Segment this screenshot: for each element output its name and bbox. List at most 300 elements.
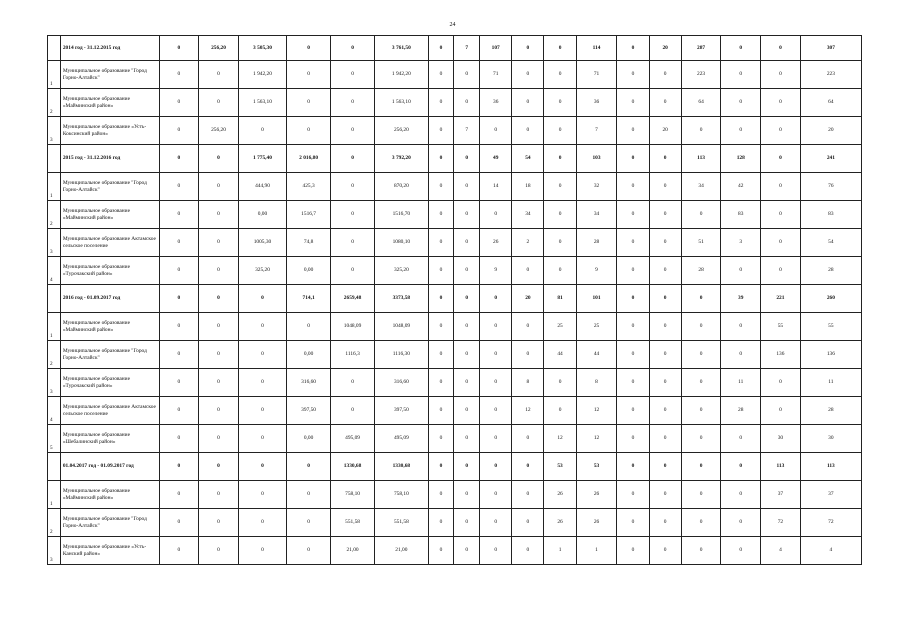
table-cell: 0 xyxy=(480,313,512,341)
row-number: 3 xyxy=(48,537,61,565)
table-cell: 0 xyxy=(480,369,512,397)
table-cell: 0 xyxy=(544,397,576,425)
table-cell: 64 xyxy=(681,89,721,117)
table-cell: 1330,68 xyxy=(331,453,375,481)
table-cell: 44 xyxy=(576,341,617,369)
table-cell: 0 xyxy=(617,257,649,285)
table-cell: 0 xyxy=(512,453,544,481)
table-cell: 0 xyxy=(287,61,331,89)
table-row xyxy=(48,537,862,565)
table-cell: 0 xyxy=(617,117,649,145)
table-cell: 0 xyxy=(428,117,454,145)
table-cell: 32 xyxy=(576,173,617,201)
table-cell: 7 xyxy=(576,117,617,145)
table-cell: 0 xyxy=(649,285,681,313)
table-cell: 0 xyxy=(454,397,480,425)
table-cell: 28 xyxy=(800,257,861,285)
table-cell: 0 xyxy=(199,229,239,257)
table-cell: 0 xyxy=(331,229,375,257)
table-cell: 0 xyxy=(159,61,199,89)
municipality-name: Муниципальное образование "Город Горно-Алтайск" xyxy=(60,341,159,369)
table-cell: 55 xyxy=(761,313,801,341)
table-cell: 0 xyxy=(681,369,721,397)
table-cell: 0 xyxy=(721,341,761,369)
table-cell: 36 xyxy=(576,89,617,117)
table-cell: 0 xyxy=(480,481,512,509)
table-cell: 0 xyxy=(617,229,649,257)
table-cell: 20 xyxy=(649,36,681,61)
table-cell: 0 xyxy=(649,89,681,117)
table-cell: 0 xyxy=(617,509,649,537)
table-cell: 0 xyxy=(199,61,239,89)
period-label: 2015 год - 31.12.2016 год xyxy=(60,145,159,173)
row-number: 1 xyxy=(48,61,61,89)
row-number: 3 xyxy=(48,117,61,145)
table-cell: 0 xyxy=(544,89,576,117)
table-cell: 0 xyxy=(238,117,286,145)
table-row xyxy=(48,341,862,369)
table-cell: 0 xyxy=(331,89,375,117)
table-cell: 0 xyxy=(649,173,681,201)
table-cell: 0,00 xyxy=(238,201,286,229)
table-cell: 0 xyxy=(480,201,512,229)
row-number: 1 xyxy=(48,313,61,341)
table-cell: 1 775,40 xyxy=(238,145,286,173)
table-cell: 0 xyxy=(617,425,649,453)
municipality-name: Муниципальное образование «Усть-Канский район» xyxy=(60,537,159,565)
table-cell: 0 xyxy=(287,89,331,117)
table-cell: 0 xyxy=(761,397,801,425)
table-cell: 8 xyxy=(576,369,617,397)
table-cell: 2 016,80 xyxy=(287,145,331,173)
municipality-name: Муниципальное образование "Город Горно-Алтайск" xyxy=(60,173,159,201)
table-cell: 0 xyxy=(649,397,681,425)
table-cell: 0 xyxy=(454,201,480,229)
table-cell: 0 xyxy=(649,313,681,341)
period-label: 2014 год - 31.12.2015 год xyxy=(60,36,159,61)
table-cell: 0 xyxy=(512,117,544,145)
table-row xyxy=(48,257,862,285)
table-cell: 714,1 xyxy=(287,285,331,313)
table-cell: 287 xyxy=(681,36,721,61)
table-cell: 0 xyxy=(287,481,331,509)
table-cell: 260 xyxy=(800,285,861,313)
table-cell: 11 xyxy=(721,369,761,397)
table-cell: 0,00 xyxy=(287,341,331,369)
table-cell: 21,00 xyxy=(375,537,429,565)
period-label: 2016 год - 01.09.2017 год xyxy=(60,285,159,313)
row-number: 3 xyxy=(48,229,61,257)
table-cell: 0 xyxy=(331,36,375,61)
table-cell: 0 xyxy=(238,509,286,537)
table-cell: 64 xyxy=(800,89,861,117)
table-cell: 128 xyxy=(721,145,761,173)
table-cell: 0 xyxy=(681,117,721,145)
row-number: 2 xyxy=(48,509,61,537)
table-cell: 325,20 xyxy=(238,257,286,285)
table-cell: 0 xyxy=(721,425,761,453)
table-row xyxy=(48,369,862,397)
table-cell: 1 942,20 xyxy=(238,61,286,89)
row-number: 2 xyxy=(48,341,61,369)
table-cell: 0 xyxy=(159,341,199,369)
table-cell: 0 xyxy=(454,229,480,257)
table-cell: 0 xyxy=(761,36,801,61)
table-cell: 0 xyxy=(159,537,199,565)
table-cell: 0 xyxy=(238,425,286,453)
table-cell: 113 xyxy=(800,453,861,481)
table-cell: 3373,58 xyxy=(375,285,429,313)
table-cell: 0 xyxy=(761,369,801,397)
municipality-name: Муниципальное образование "Город Горно-Алтайск" xyxy=(60,61,159,89)
table-cell: 0 xyxy=(428,145,454,173)
table-cell: 0 xyxy=(649,369,681,397)
table-cell: 30 xyxy=(761,425,801,453)
table-cell: 28 xyxy=(681,257,721,285)
table-cell: 37 xyxy=(761,481,801,509)
table-cell: 0 xyxy=(544,173,576,201)
table-cell: 0 xyxy=(721,537,761,565)
table-cell: 0 xyxy=(428,453,454,481)
municipality-name: Муниципальное образование «Майминский район» xyxy=(60,201,159,229)
table-cell: 54 xyxy=(512,145,544,173)
table-cell: 0 xyxy=(512,425,544,453)
table-cell: 0 xyxy=(159,397,199,425)
table-cell: 26 xyxy=(576,481,617,509)
row-number: 1 xyxy=(48,481,61,509)
table-cell: 28 xyxy=(576,229,617,257)
table-cell: 2 xyxy=(512,229,544,257)
page-number: 24 xyxy=(449,22,456,28)
table-cell: 0 xyxy=(454,61,480,89)
table-row xyxy=(48,173,862,201)
table-cell: 0 xyxy=(454,313,480,341)
table-cell: 0 xyxy=(159,481,199,509)
table-cell: 8 xyxy=(512,369,544,397)
table-cell: 0 xyxy=(617,61,649,89)
table-cell: 0 xyxy=(681,537,721,565)
table-cell: 0 xyxy=(617,201,649,229)
table-cell: 0 xyxy=(761,145,801,173)
table-cell: 114 xyxy=(576,36,617,61)
table-cell: 44 xyxy=(544,341,576,369)
table-cell: 325,20 xyxy=(375,257,429,285)
table-cell: 0 xyxy=(454,425,480,453)
table-cell: 0 xyxy=(199,173,239,201)
table-cell: 34 xyxy=(512,201,544,229)
table-cell: 0 xyxy=(681,201,721,229)
table-cell: 0 xyxy=(428,36,454,61)
table-cell: 0 xyxy=(159,369,199,397)
period-total-row xyxy=(48,145,862,173)
table-cell: 0 xyxy=(287,509,331,537)
table-cell: 34 xyxy=(681,173,721,201)
table-cell: 113 xyxy=(681,145,721,173)
table-cell: 0 xyxy=(761,117,801,145)
table-cell: 107 xyxy=(480,36,512,61)
table-cell: 12 xyxy=(544,425,576,453)
table-cell: 0 xyxy=(199,145,239,173)
table-cell: 1 563,10 xyxy=(375,89,429,117)
table-cell: 1080,10 xyxy=(375,229,429,257)
table-cell: 0 xyxy=(331,117,375,145)
table-cell: 0 xyxy=(159,453,199,481)
table-cell: 0 xyxy=(199,89,239,117)
row-number: 2 xyxy=(48,201,61,229)
table-cell: 26 xyxy=(544,481,576,509)
table-cell: 0 xyxy=(544,61,576,89)
table-cell: 0 xyxy=(617,397,649,425)
table-cell: 34 xyxy=(576,201,617,229)
table-cell: 0 xyxy=(617,89,649,117)
table-cell: 0 xyxy=(199,453,239,481)
table-cell: 0 xyxy=(454,341,480,369)
table-cell: 0 xyxy=(287,36,331,61)
table-cell: 1 xyxy=(576,537,617,565)
table-cell: 0 xyxy=(617,313,649,341)
table-cell: 71 xyxy=(480,61,512,89)
table-cell: 0 xyxy=(512,509,544,537)
table-cell: 0 xyxy=(721,481,761,509)
table-cell: 0 xyxy=(238,341,286,369)
row-number: 5 xyxy=(48,425,61,453)
table-cell: 0 xyxy=(761,201,801,229)
table-cell: 0 xyxy=(454,481,480,509)
table-cell: 0 xyxy=(331,369,375,397)
table-cell: 0 xyxy=(480,453,512,481)
row-number xyxy=(48,453,61,481)
table-cell: 223 xyxy=(800,61,861,89)
table-cell: 14 xyxy=(480,173,512,201)
table-cell: 3 761,50 xyxy=(375,36,429,61)
table-cell: 1005,30 xyxy=(238,229,286,257)
table-cell: 20 xyxy=(800,117,861,145)
table-cell: 307 xyxy=(800,36,861,61)
table-cell: 0 xyxy=(512,341,544,369)
table-cell: 1 942,20 xyxy=(375,61,429,89)
table-cell: 0 xyxy=(721,61,761,89)
table-cell: 0 xyxy=(199,285,239,313)
table-cell: 0 xyxy=(238,313,286,341)
table-cell: 0 xyxy=(454,453,480,481)
table-cell: 0,00 xyxy=(287,425,331,453)
table-cell: 9 xyxy=(480,257,512,285)
table-cell: 0 xyxy=(512,257,544,285)
table-cell: 3 792,20 xyxy=(375,145,429,173)
table-cell: 9 xyxy=(576,257,617,285)
table-cell: 25 xyxy=(576,313,617,341)
table-cell: 0 xyxy=(238,397,286,425)
table-cell: 0 xyxy=(199,425,239,453)
table-cell: 0 xyxy=(617,481,649,509)
municipality-name: Муниципальное образование «Шебалинский район» xyxy=(60,425,159,453)
table-cell: 0 xyxy=(544,201,576,229)
table-cell: 0 xyxy=(454,257,480,285)
municipality-name: Муниципальное образование «Майминский район» xyxy=(60,89,159,117)
table-cell: 0 xyxy=(480,285,512,313)
table-cell: 0 xyxy=(617,145,649,173)
table-cell: 0 xyxy=(617,453,649,481)
table-cell: 0 xyxy=(199,341,239,369)
table-cell: 0 xyxy=(721,257,761,285)
table-cell: 81 xyxy=(544,285,576,313)
table-cell: 0 xyxy=(159,313,199,341)
table-cell: 1516,7 xyxy=(287,201,331,229)
table-cell: 21,00 xyxy=(331,537,375,565)
table-cell: 3 xyxy=(721,229,761,257)
table-cell: 0 xyxy=(159,229,199,257)
table-cell: 12 xyxy=(576,425,617,453)
table-cell: 0 xyxy=(428,173,454,201)
table-cell: 0 xyxy=(721,313,761,341)
table-cell: 0 xyxy=(159,509,199,537)
table-cell: 0 xyxy=(480,509,512,537)
table-cell: 83 xyxy=(721,201,761,229)
table-cell: 551,58 xyxy=(375,509,429,537)
table-cell: 1116,30 xyxy=(375,341,429,369)
table-cell: 0 xyxy=(721,509,761,537)
table-cell: 0 xyxy=(512,89,544,117)
table-cell: 39 xyxy=(721,285,761,313)
table-cell: 0 xyxy=(159,285,199,313)
table-cell: 221 xyxy=(761,285,801,313)
table-cell: 0 xyxy=(544,369,576,397)
municipality-name: Муниципальное образование "Город Горно-Алтайск" xyxy=(60,509,159,537)
table-cell: 0 xyxy=(238,285,286,313)
period-total-row xyxy=(48,285,862,313)
table-cell: 256,20 xyxy=(375,117,429,145)
table-cell: 0 xyxy=(649,229,681,257)
table-cell: 0 xyxy=(199,257,239,285)
table-body xyxy=(48,36,862,565)
table-cell: 0 xyxy=(331,201,375,229)
table-cell: 0 xyxy=(159,36,199,61)
table-cell: 0 xyxy=(649,145,681,173)
row-number: 1 xyxy=(48,173,61,201)
table-cell: 0 xyxy=(238,481,286,509)
table-row xyxy=(48,89,862,117)
table-cell: 0 xyxy=(721,453,761,481)
table-cell: 397,50 xyxy=(287,397,331,425)
table-cell: 0 xyxy=(617,341,649,369)
table-cell: 4 xyxy=(800,537,861,565)
table-cell: 0 xyxy=(512,61,544,89)
table-cell: 0 xyxy=(331,397,375,425)
table-row xyxy=(48,313,862,341)
table-cell: 0 xyxy=(761,229,801,257)
table-cell: 0 xyxy=(480,117,512,145)
table-cell: 11 xyxy=(800,369,861,397)
table-cell: 0 xyxy=(159,89,199,117)
table-cell: 758,10 xyxy=(331,481,375,509)
table-cell: 758,10 xyxy=(375,481,429,509)
table-cell: 0 xyxy=(159,117,199,145)
table-cell: 0 xyxy=(454,173,480,201)
table-cell: 0 xyxy=(454,369,480,397)
table-cell: 0 xyxy=(649,453,681,481)
row-number: 2 xyxy=(48,89,61,117)
table-cell: 1 xyxy=(544,537,576,565)
table-cell: 0 xyxy=(238,453,286,481)
table-cell: 20 xyxy=(649,117,681,145)
table-cell: 113 xyxy=(761,453,801,481)
table-cell: 0 xyxy=(199,481,239,509)
table-cell: 0 xyxy=(199,537,239,565)
table-cell: 1330,68 xyxy=(375,453,429,481)
table-cell: 0 xyxy=(681,481,721,509)
table-cell: 0 xyxy=(428,257,454,285)
table-cell: 0 xyxy=(761,257,801,285)
table-cell: 49 xyxy=(480,145,512,173)
table-cell: 241 xyxy=(800,145,861,173)
table-cell: 54 xyxy=(800,229,861,257)
table-cell: 495,09 xyxy=(331,425,375,453)
table-cell: 0 xyxy=(428,425,454,453)
table-cell: 0 xyxy=(428,313,454,341)
municipality-name: Муниципальное образование Актамское сельское поселение xyxy=(60,229,159,257)
table-cell: 551,58 xyxy=(331,509,375,537)
table-cell: 0 xyxy=(159,257,199,285)
municipality-name: Муниципальное образование Актамское сельское поселение xyxy=(60,397,159,425)
table-cell: 0 xyxy=(544,229,576,257)
table-cell: 0 xyxy=(512,537,544,565)
table-cell: 26 xyxy=(480,229,512,257)
table-cell: 0 xyxy=(428,341,454,369)
table-cell: 0 xyxy=(199,397,239,425)
table-cell: 0 xyxy=(649,481,681,509)
data-table xyxy=(47,35,862,565)
table-cell: 0 xyxy=(512,36,544,61)
municipality-name: Муниципальное образование «Майминский район» xyxy=(60,481,159,509)
table-cell: 71 xyxy=(576,61,617,89)
municipality-name: Муниципальное образование «Турочакский район» xyxy=(60,369,159,397)
row-number xyxy=(48,145,61,173)
table-cell: 0 xyxy=(331,257,375,285)
table-cell: 0 xyxy=(331,173,375,201)
table-cell: 0 xyxy=(287,537,331,565)
table-row xyxy=(48,117,862,145)
table-cell: 0 xyxy=(454,537,480,565)
row-number xyxy=(48,285,61,313)
table-cell: 76 xyxy=(800,173,861,201)
row-number xyxy=(48,36,61,61)
table-cell: 1116,3 xyxy=(331,341,375,369)
table-cell: 55 xyxy=(800,313,861,341)
table-cell: 0 xyxy=(681,285,721,313)
table-cell: 495,09 xyxy=(375,425,429,453)
table-cell: 7 xyxy=(454,36,480,61)
table-cell: 397,50 xyxy=(375,397,429,425)
table-cell: 0 xyxy=(428,509,454,537)
table-cell: 0 xyxy=(480,425,512,453)
table-cell: 1048,09 xyxy=(375,313,429,341)
table-cell: 0 xyxy=(287,117,331,145)
table-cell: 0 xyxy=(428,369,454,397)
table-cell: 444,90 xyxy=(238,173,286,201)
table-cell: 0 xyxy=(721,36,761,61)
table-cell: 28 xyxy=(800,397,861,425)
table-cell: 136 xyxy=(761,341,801,369)
table-cell: 0 xyxy=(617,36,649,61)
table-cell: 0 xyxy=(454,89,480,117)
table-cell: 223 xyxy=(681,61,721,89)
table-cell: 0 xyxy=(544,257,576,285)
table-cell: 0 xyxy=(761,61,801,89)
municipality-name: Муниципальное образование «Майминский район» xyxy=(60,313,159,341)
row-number: 3 xyxy=(48,369,61,397)
table-cell: 0 xyxy=(649,201,681,229)
table-cell: 0 xyxy=(681,453,721,481)
